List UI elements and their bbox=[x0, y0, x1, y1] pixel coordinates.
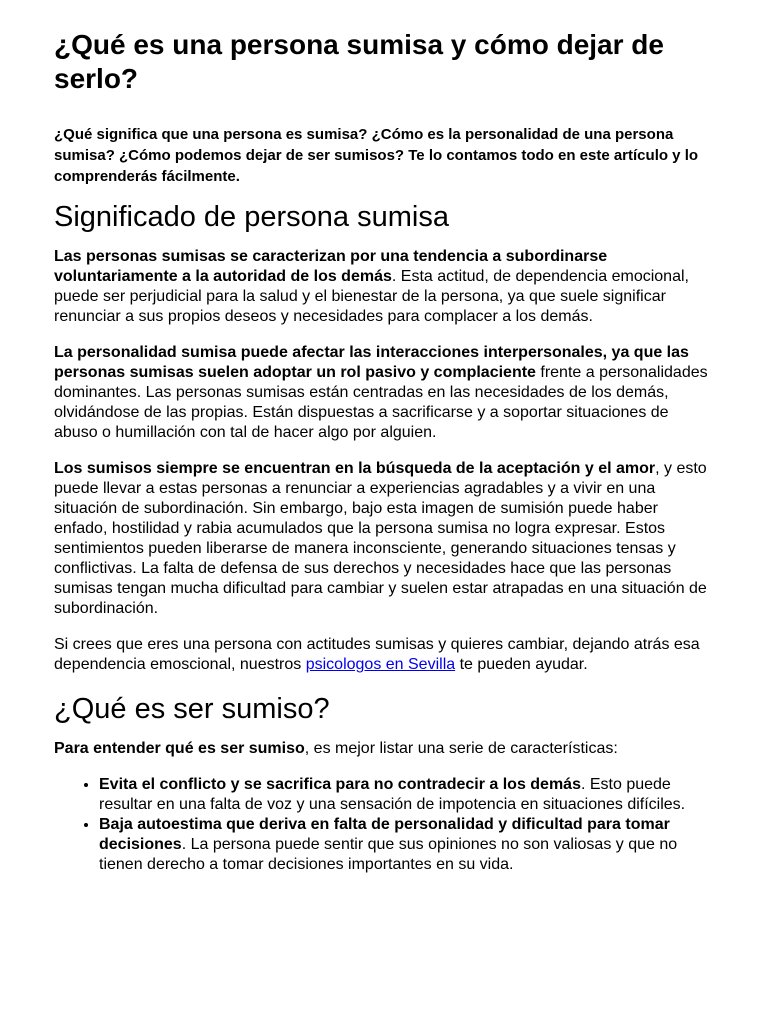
section-heading-significado: Significado de persona sumisa bbox=[54, 201, 449, 233]
paragraph-4-text-after: te pueden ayudar. bbox=[455, 656, 588, 673]
page-title: ¿Qué es una persona sumisa y cómo dejar de serlo? bbox=[54, 29, 664, 94]
paragraph-1-text: . Esta actitud, de dependencia emocional, puede ser perjudicial para la salud y el bienestar de la persona, ya que suele significar renunciar a sus propios deseos y necesidades para complacer a los demás. bbox=[54, 268, 689, 325]
list-item-bold: Baja autoestima que deriva en falta de personalidad y dificultad para tomar decisiones bbox=[99, 816, 670, 853]
list-lead-bold: Para entender qué es ser sumiso bbox=[54, 740, 305, 757]
characteristics-list bbox=[54, 775, 708, 875]
list-item bbox=[99, 815, 708, 875]
list-item-bold: Evita el conflicto y se sacrifica para no contradecir a los demás bbox=[99, 776, 581, 793]
list-item-text: . Esto puede resultar en una falta de voz y una sensación de impotencia en situaciones difíciles. bbox=[99, 776, 686, 813]
list-lead-text: , es mejor listar una serie de características: bbox=[304, 740, 618, 757]
paragraph-1-bold: Las personas sumisas se caracterizan por una tendencia a subordinarse voluntariamente a la autoridad de los demás bbox=[54, 248, 608, 285]
paragraph-2-text: frente a personalidades dominantes. Las personas sumisas están centradas en las necesidades de los demás, olvidándose de las propias. Están dispuestas a sacrificarse y a soportar situaciones de abuso o humillación con tal de hacer algo por alguien. bbox=[54, 364, 708, 441]
paragraph-4-text-before: Si crees que eres una persona con actitudes sumisas y quieres cambiar, dejando atrás esa dependencia emoscional, nuestros bbox=[54, 636, 700, 673]
list-item-text: . La persona puede sentir que sus opiniones no son valiosas y que no tienen derecho a tomar decisiones importantes en su vida. bbox=[99, 836, 678, 873]
psicologos-sevilla-link[interactable]: psicologos en Sevilla bbox=[305, 656, 456, 673]
paragraph-2 bbox=[54, 343, 708, 443]
paragraph-3-text: , y esto puede llevar a estas personas a renunciar a experiencias agradables y a vivir en una situación de subordinación. Sin embargo, bajo esta imagen de sumisión puede haber enfado, hostilidad y rabia acumulados que la persona sumisa no logra expresar. Estos sentimientos pueden liberarse de manera inconsciente, generando situaciones tensas y conflictivas. La falta de defensa de sus derechos y necesidades hace que las personas sumisas tengan mucha dificultad para cambiar y suelen estar atrapadas en una situación de subordinación. bbox=[54, 460, 707, 617]
list-lead-paragraph bbox=[54, 739, 708, 759]
paragraph-1 bbox=[54, 247, 708, 327]
paragraph-4 bbox=[54, 635, 708, 675]
list-item bbox=[99, 775, 708, 815]
intro-paragraph: ¿Qué significa que una persona es sumisa? ¿Cómo es la personalidad de una persona sumisa? ¿Cómo podemos dejar de ser sumisos? Te lo contamos todo en este artículo y lo comprenderás fácilmente. bbox=[54, 126, 699, 185]
paragraph-3 bbox=[54, 459, 708, 619]
paragraph-2-bold: La personalidad sumisa puede afectar las interacciones interpersonales, ya que las personas sumisas suelen adoptar un rol pasivo y complaciente bbox=[54, 344, 689, 381]
section-heading-que-es-ser-sumiso: ¿Qué es ser sumiso? bbox=[54, 693, 330, 725]
paragraph-3-bold: Los sumisos siempre se encuentran en la búsqueda de la aceptación y el amor bbox=[54, 460, 656, 477]
